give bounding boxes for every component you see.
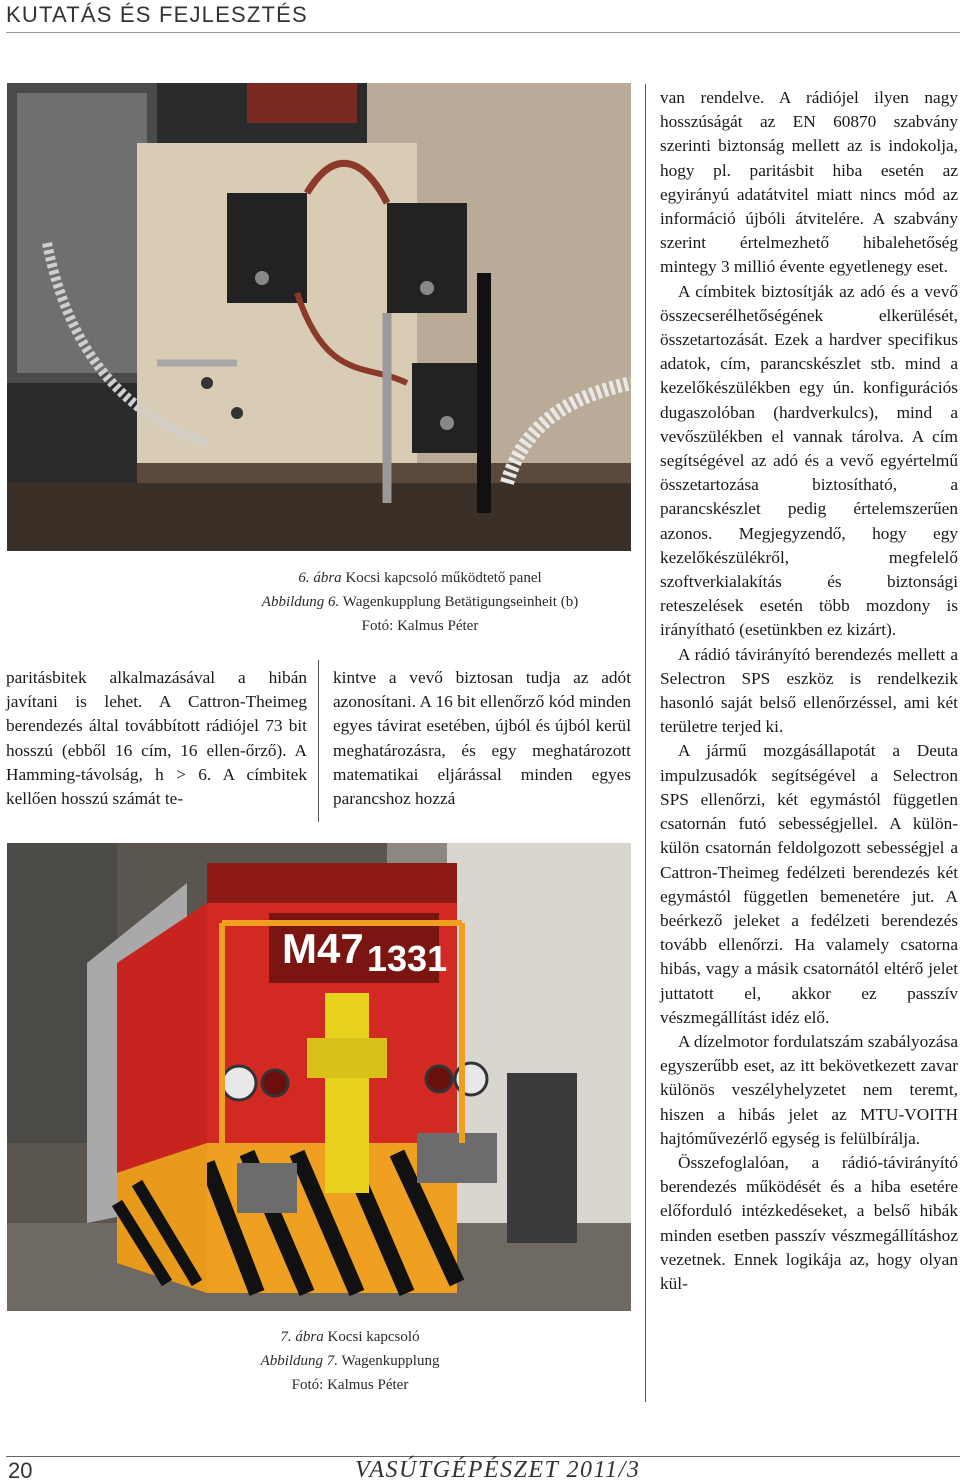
paragraph: A jármű mozgásállapotát a Deuta impulzusadók segítségével a Selectron SPS ellenőrzi, két egymástól független csatornán futó sebességjellel. A külön-külön csatornán feldolgozott sebességjel a Cattron-Theimeg fedélzeti berendezés két egymástól független bemenetére jut. A beérkező jeleket a fedélzeti berendezés tovább ellenőrzi. Ha valamely csatorna hibás, vagy a másik csatornától eltérő jelet juttatott el, akkor ez passzív vészmegállítást idéz elő. (660, 741, 958, 1027)
section-header: KUTATÁS ÉS FEJLESZTÉS (6, 2, 308, 27)
figure-6-caption (140, 566, 700, 638)
text-column-3 (660, 86, 958, 1296)
figure-6-photo (7, 83, 631, 551)
figure-7-credit: Fotó: Kalmus Péter (291, 1377, 409, 1393)
header-rule (6, 32, 960, 33)
figure-6-title-de: Wagenkupplung Betätigungseinheit (b) (339, 594, 579, 610)
page-number: 20 (8, 1458, 33, 1483)
figure-7-number-de: Abbildung 7. (260, 1353, 339, 1369)
figure-6-number-de: Abbildung 6. (261, 594, 340, 610)
figure-7-title-de: Wagenkupplung (338, 1353, 440, 1369)
locomotive-number-plate: M47 (282, 925, 364, 972)
paragraph: A címbitek biztosítják az adó és a vevő összecserélhetőségének elkerülését, összetartozását. Ezek a hardver specifikus adatok, cím, parancskészlet stb. mind a kezelőkészülékben egy ún. konfigurációs dugaszolóban (hardverkulcs), mind a vevőszülékben el vannak tárolva. A cím segítségével az adó és a vevő egyértelmű összetartozása biztosítható, a parancskészlet pedig értelemszerűen azonos. Megjegyzendő, hogy egy kezelőkészülékről, megfelelő szoftverkialakítás és biztonsági reteszelések esetén több mozdony is irányítható (esetünkben ez kizárt). (660, 281, 958, 640)
figure-7-photo (7, 843, 631, 1311)
paragraph: paritásbitek alkalmazásával a hibán javítani is lehet. A Cattron-Theimeg berendezés által továbbított rádiójel 73 bit hosszú (ebből 16 cím, 16 ellen-őrző). A Hamming-távolság, h > 6. A címbitek kellően hosszú számát te- (6, 668, 307, 809)
figure-7-number: 7. ábra (280, 1329, 324, 1345)
figure-7-title: Kocsi kapcsoló (323, 1329, 420, 1345)
paragraph: A dízelmotor fordulatszám szabályozása egyszerűbb eset, az itt bekövetkezett zavar különös veszélyhelyzetet nem teremt, hiszen a hibás jelet az MTU-VOITH hajtóművezérlő egység is felülbírálja. (660, 1031, 958, 1148)
figure-6-credit: Fotó: Kalmus Péter (361, 618, 479, 634)
column-divider (318, 660, 319, 822)
text-column-2 (333, 666, 631, 811)
magazine-title: VASÚTGÉPÉSZET 2011/3 (355, 1457, 641, 1483)
column-divider (645, 84, 646, 1402)
paragraph: Összefoglalóan, a rádió-távirányító berendezés működését és a hiba esetére előforduló intézkedéseket, a belső hibák minden esetben passzív vészmegállításhoz vezetnek. Ennek logikája az, hogy olyan kül- (660, 1152, 958, 1293)
text-column-1 (6, 666, 307, 811)
paragraph: van rendelve. A rádiójel ilyen nagy hosszúságát az EN 60870 szabvány szerinti biztonság mellett az is indokolja, hogy pl. paritásbit hiba esetén az egyirányú adatátvitel miatt nincs mód az információ újbóli átvitelére. A szabvány szerint értelmezhető hibalehetőség mintegy 3 millió évente egyetlenegy eset. (660, 88, 958, 277)
figure-7-caption (60, 1325, 640, 1397)
paragraph: A rádió távirányító berendezés mellett a Selectron SPS eszköz is rendelkezik hasonló saját belső ellenőrzéssel, ami két területre terjed ki. (660, 644, 958, 737)
figure-6-title: Kocsi kapcsoló működtető panel (341, 570, 542, 586)
locomotive-serial-plate: 1331 (367, 938, 448, 979)
figure-6-number: 6. ábra (298, 570, 342, 586)
paragraph: kintve a vevő biztosan tudja az adót azonosítani. A 16 bit ellenőrző kód minden egyes távirat esetében, újból és újból kerül meghatározásra, és egy meghatározott matematikai eljárással minden egyes parancshoz hozzá (333, 668, 631, 809)
